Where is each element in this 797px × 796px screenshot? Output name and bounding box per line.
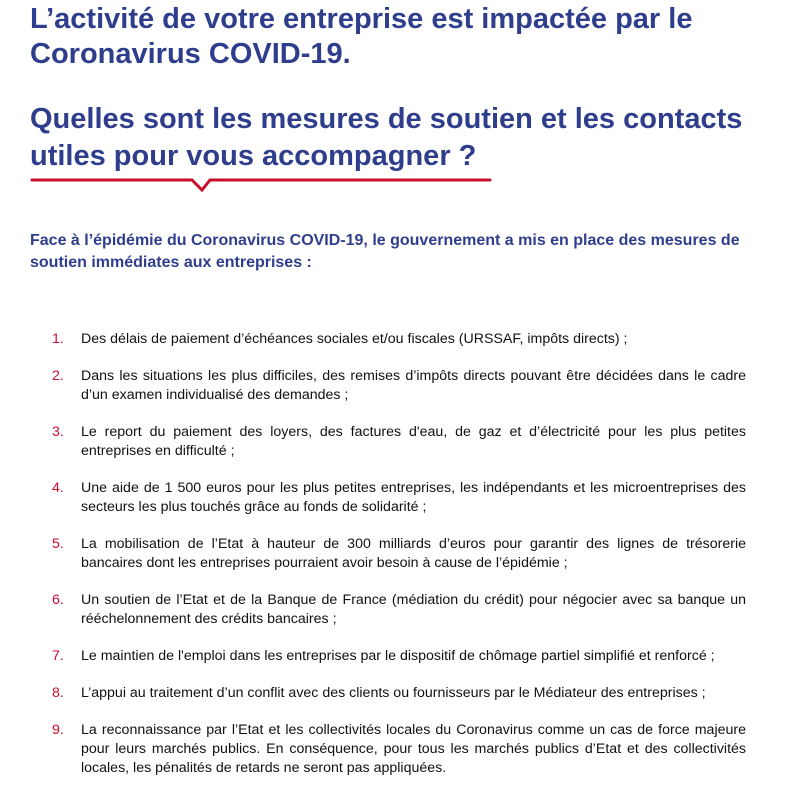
list-item (0, 721, 797, 778)
list-item-number: 6. (52, 592, 64, 608)
list-item-text: L’appui au traitement d’un conflit avec des clients ou fournisseurs par le Médiateur des entreprises ; (81, 685, 706, 701)
list-item-text: Le maintien de l'emploi dans les entreprises par le dispositif de chômage partiel simplifié et renforcé ; (81, 648, 715, 664)
list-item-text: Un soutien de l’Etat et de la Banque de France (médiation du crédit) pour négocier avec sa banque un rééchelonnement des crédits bancaires ; (81, 592, 746, 627)
list-item-text: La mobilisation de l’Etat à hauteur de 300 milliards d’euros pour garantir des lignes de trésorerie bancaires dont les entreprises pourraient avoir besoin à cause de l’épidémie ; (81, 536, 746, 571)
list-item-number: 1. (52, 331, 64, 347)
list-item (0, 423, 797, 461)
list-item (0, 647, 797, 666)
measures-list (0, 330, 797, 796)
list-item (0, 367, 797, 405)
list-item-text: Une aide de 1 500 euros pour les plus petites entreprises, les indépendants et les microentreprises des secteurs les plus touchés grâce au fonds de solidarité ; (81, 480, 746, 515)
list-item (0, 330, 797, 349)
list-item-text: La reconnaissance par l’Etat et les collectivités locales du Coronavirus comme un cas de force majeure pour leurs marchés publics. En conséquence, pour tous les marchés publics d’Etat et des collectivités locales, les pénalités de retards ne seront pas appliquées. (81, 722, 746, 776)
page-subtitle: Quelles sont les mesures de soutien et les contacts utiles pour vous accompagner ? (30, 103, 743, 172)
list-item-text: Le report du paiement des loyers, des factures d'eau, de gaz et d’électricité pour les plus petites entreprises en difficulté ; (81, 424, 746, 459)
page-title: L’activité de votre entreprise est impactée par le Coronavirus COVID-19. (30, 3, 693, 70)
list-item (0, 479, 797, 517)
list-item-number: 4. (52, 480, 64, 496)
speech-bubble-underline (30, 172, 492, 194)
list-item (0, 535, 797, 573)
list-item-number: 5. (52, 536, 64, 552)
list-item-text: Dans les situations les plus difficiles, des remises d’impôts directs pouvant être décidées dans le cadre d’un examen individualisé des demandes ; (81, 368, 746, 403)
list-item-number: 8. (52, 685, 64, 701)
list-item (0, 684, 797, 703)
intro-paragraph: Face à l’épidémie du Coronavirus COVID-19, le gouvernement a mis en place des mesures de soutien immédiates aux entreprises : (30, 232, 740, 271)
list-item (0, 591, 797, 629)
list-item-number: 3. (52, 424, 64, 440)
list-item-number: 7. (52, 648, 64, 664)
list-item-text: Des délais de paiement d’échéances sociales et/ou fiscales (URSSAF, impôts directs) ; (81, 331, 628, 347)
list-item-number: 2. (52, 368, 64, 384)
list-item-number: 9. (52, 722, 64, 738)
